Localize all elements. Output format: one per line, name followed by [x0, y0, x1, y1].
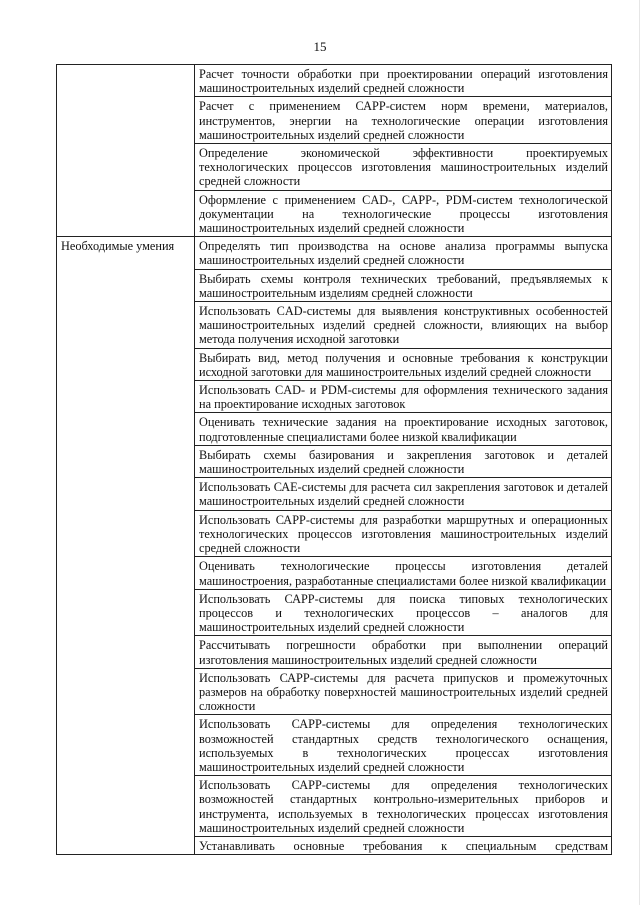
labor-action-item: Расчет с применением САРР-систем норм времени, материалов, инструментов, энергии на технологические операции изготовления машиностроительных изделий средней сложности [195, 97, 612, 144]
labor-action-item: Оформление с применением CAD-, САРР-, PDM-систем технологической документации на технологические процессы изготовления машиностроительных изделий средней сложности [195, 190, 612, 237]
skill-item: Оценивать технические задания на проектирование исходных заготовок, подготовленные специалистами более низкой квалификации [195, 413, 612, 445]
skill-item: Определять тип производства на основе анализа программы выпуска машиностроительных изделий средней сложности [195, 237, 612, 269]
skills-label: Необходимые умения [57, 237, 195, 855]
skill-item: Оценивать технологические процессы изготовления деталей машиностроения, разработанные специалистами более низкой квалификации [195, 557, 612, 589]
skill-item: Использовать САРР-системы для разработки маршрутных и операционных технологических процессов изготовления машиностроительных изделий средней сложности [195, 510, 612, 557]
labor-action-item: Определение экономической эффективности проектируемых технологических процессов изготовления машиностроительных изделий средней сложности [195, 144, 612, 191]
skill-item: Выбирать схемы базирования и закрепления заготовок и деталей машиностроительных изделий средней сложности [195, 445, 612, 477]
skill-item: Использовать САРР-системы для определения технологических возможностей стандартных средств технологического оснащения, используемых в технологических процессах изготовления машиностроительных изделий средней сложности [195, 715, 612, 776]
skill-item: Устанавливать основные требования к специальным средствам [195, 836, 612, 854]
skill-item: Рассчитывать погрешности обработки при выполнении операций изготовления машиностроительных изделий средней сложности [195, 636, 612, 668]
skill-item: Использовать САРР-системы для определения технологических возможностей стандартных контрольно-измерительных приборов и инструмента, используемых в технологических процессах изготовления машиностроительных изделий средней сложности [195, 776, 612, 837]
requirements-table [56, 64, 612, 855]
continued-label-cell [57, 65, 195, 237]
table-row [57, 65, 612, 97]
skill-item: Использовать САЕ-системы для расчета сил закрепления заготовок и деталей машиностроительных изделий средней сложности [195, 478, 612, 510]
skill-item: Использовать CAD- и PDM-системы для оформления технического задания на проектирование исходных заготовок [195, 381, 612, 413]
table-row [57, 237, 612, 269]
skill-item: Выбирать вид, метод получения и основные требования к конструкции исходной заготовки для машиностроительных изделий средней сложности [195, 348, 612, 380]
page-number: 15 [313, 39, 327, 54]
labor-action-item: Расчет точности обработки при проектировании операций изготовления машиностроительных изделий средней сложности [195, 65, 612, 97]
skill-item: Использовать САРР-системы для поиска типовых технологических процессов и технологических процессов – аналогов для машиностроительных изделий средней сложности [195, 589, 612, 636]
skill-item: Использовать CAD-системы для выявления конструктивных особенностей машиностроительных изделий средней сложности, влияющих на выбор метода получения исходной заготовки [195, 302, 612, 349]
skill-item: Использовать САРР-системы для расчета припусков и промежуточных размеров на обработку поверхностей машиностроительных изделий средней сложности [195, 668, 612, 715]
skill-item: Выбирать схемы контроля технических требований, предъявляемых к машиностроительным изделиям средней сложности [195, 269, 612, 301]
